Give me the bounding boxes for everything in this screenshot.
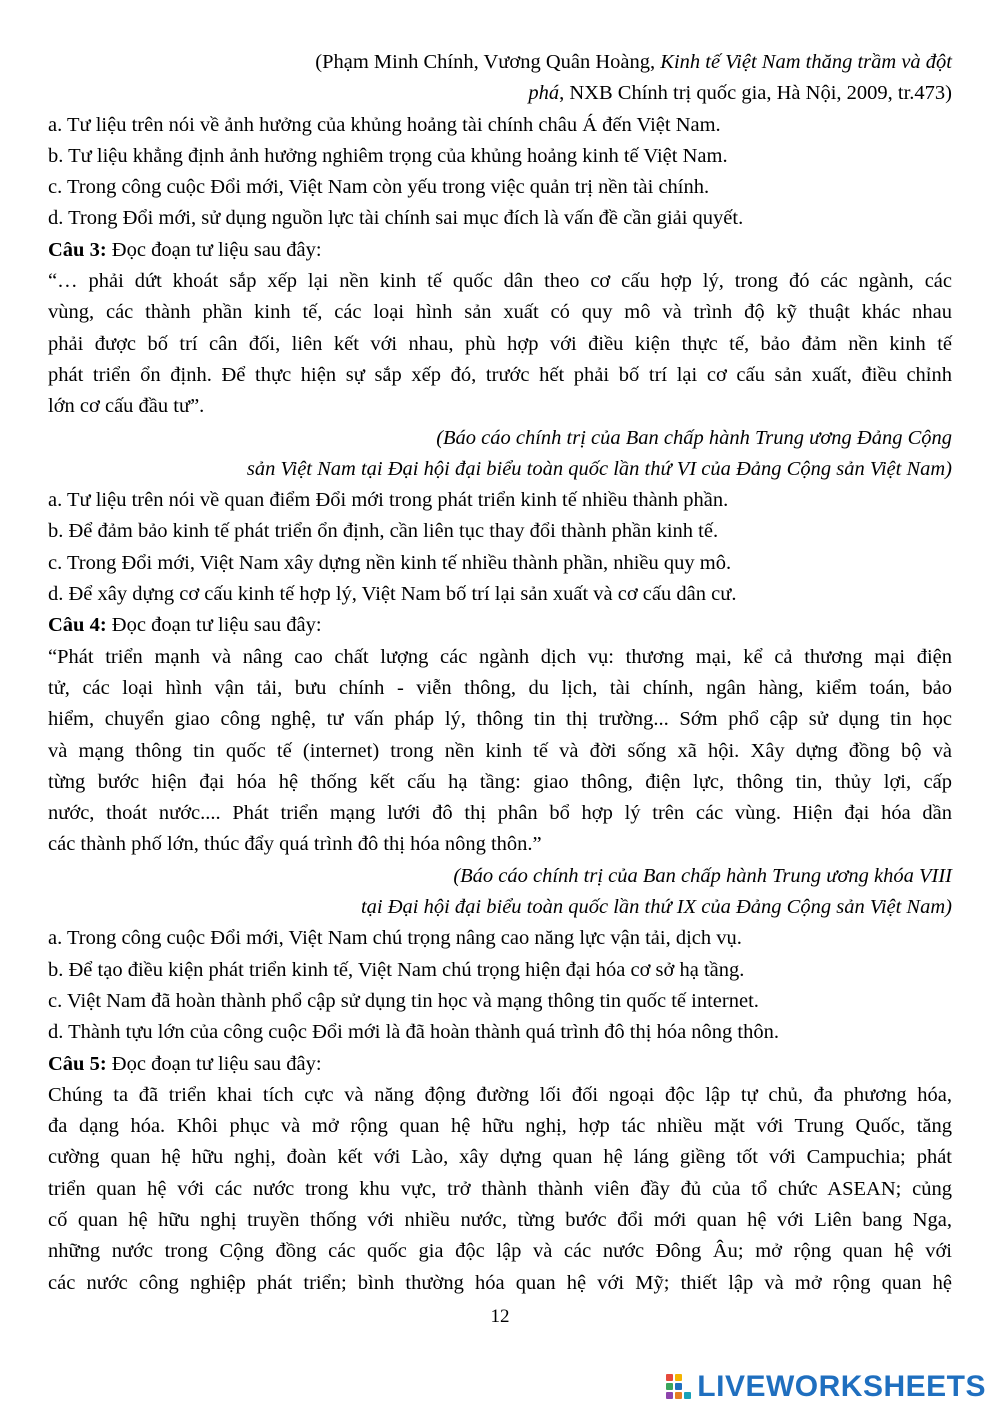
q4-option-d: d. Thành tựu lớn của công cuộc Đổi mới là đã hoàn thành quá trình đô thị hóa nông thôn. (48, 1021, 779, 1044)
document-page (48, 47, 952, 1299)
q5-passage-line-2: đa dạng hóa. Khôi phục và mở rộng quan hệ hữu nghị, hợp tác nhiều mặt với Trung Quốc, tăng (48, 1115, 952, 1138)
q4-passage-line-5: từng bước hiện đại hóa hệ thống kết cấu hạ tầng: giao thông, điện lực, thông tin, thủy lợi, cấp (48, 770, 952, 793)
citation-q2-line-2 (48, 78, 952, 109)
q4-label: Câu 4: (48, 614, 107, 637)
q3-option-c: c. Trong Đổi mới, Việt Nam xây dựng nền kinh tế nhiều thành phần, nhiều quy mô. (48, 551, 732, 574)
q4-heading (48, 610, 952, 641)
q3-prompt: Đọc đoạn tư liệu sau đây: (106, 238, 322, 261)
citation-authors: (Phạm Minh Chính, Vương Quân Hoàng, (315, 51, 661, 73)
q4-citation-line-1: (Báo cáo chính trị của Ban chấp hành Trung ương khóa VIII (453, 864, 952, 887)
q3-heading (48, 235, 952, 266)
q2-option-b: b. Tư liệu khẳng định ảnh hưởng nghiêm trọng của khủng hoảng kinh tế Việt Nam. (48, 144, 728, 167)
q4-passage-line-6: nước, thoát nước.... Phát triển mạng lưới đô thị phân bổ hợp lý trên các vùng. Hiện đại hóa dần (48, 802, 952, 825)
q4-prompt: Đọc đoạn tư liệu sau đây: (106, 614, 322, 637)
q3-passage-line-2: vùng, các thành phần kinh tế, các loại hình sản xuất có quy mô và trình độ kỹ thuật khác nhau (48, 301, 952, 324)
q4-citation-line-2: tại Đại hội đại biểu toàn quốc lần thứ IX của Đảng Cộng sản Việt Nam) (360, 896, 952, 919)
q5-heading (48, 1049, 952, 1080)
q3-passage-line-5: lớn cơ cấu đầu tư”. (48, 395, 205, 418)
q4-option-b: b. Để tạo điều kiện phát triển kinh tế, Việt Nam chú trọng hiện đại hóa cơ sở hạ tầng. (48, 958, 745, 981)
q3-option-d: d. Để xây dựng cơ cấu kinh tế hợp lý, Việt Nam bố trí lại sản xuất và cơ cấu dân cư. (48, 583, 737, 606)
q5-passage-line-6: những nước trong Cộng đồng các quốc gia độc lập và các nước Đông Âu; mở rộng quan hệ với (48, 1240, 952, 1263)
q5-passage-line-1: Chúng ta đã triển khai tích cực và năng động đường lối đối ngoại độc lập tự chủ, đa phương hóa, (48, 1083, 952, 1106)
q4-passage-line-1: “Phát triển mạnh và nâng cao chất lượng các ngành dịch vụ: thương mại, kể cả thương mại điện (48, 645, 952, 668)
q3-passage-line-3: phải được bố trí cân đối, liên kết với nhau, phù hợp với điều kiện thực tế, bảo đảm nền kinh tế (48, 332, 952, 355)
q3-passage-line-4: phát triển ổn định. Để thực hiện sự sắp xếp đó, trước hết phải bố trí lại cơ cấu sản xuất, điều chỉnh (48, 363, 952, 386)
q3-passage-line-1: “… phải dứt khoát sắp xếp lại nền kinh tế quốc dân theo cơ cấu hợp lý, trong đó các ngành, các (48, 270, 952, 293)
liveworksheets-brand (665, 1371, 986, 1403)
q4-passage-line-2: tử, các loại hình vận tải, bưu chính - viễn thông, du lịch, tài chính, ngân hàng, kiểm toán, bảo (48, 676, 952, 699)
q5-passage-line-5: cố quan hệ hữu nghị truyền thống với nhiều nước, từng bước đổi mới quan hệ với Liên bang Nga, (48, 1208, 952, 1231)
q4-passage-line-7: các thành phố lớn, thúc đẩy quá trình đô thị hóa nông thôn.” (48, 833, 542, 856)
q2-option-a: a. Tư liệu trên nói về ảnh hưởng của khủng hoảng tài chính châu Á đến Việt Nam. (48, 113, 721, 136)
q3-option-a: a. Tư liệu trên nói về quan điểm Đổi mới trong phát triển kinh tế nhiều thành phần. (48, 489, 729, 512)
citation-book-title-end: phá (528, 82, 560, 105)
q5-passage-line-7: các nước công nghiệp phát triển; bình thường hóa quan hệ với Mỹ; thiết lập và mở rộng quan hệ (48, 1271, 952, 1294)
q4-passage-line-3: hiểm, chuyển giao công nghệ, tư vấn pháp lý, thông tin thị trường... Sớm phổ cập sử dụng tin học (48, 708, 952, 731)
citation-q2-line-1 (48, 47, 952, 78)
q5-prompt: Đọc đoạn tư liệu sau đây: (106, 1052, 322, 1075)
q2-option-c: c. Trong công cuộc Đổi mới, Việt Nam còn yếu trong việc quản trị nền tài chính. (48, 176, 710, 199)
citation-publisher: , NXB Chính trị quốc gia, Hà Nội, 2009, tr.473) (559, 82, 952, 105)
q3-option-b: b. Để đảm bảo kinh tế phát triển ổn định, cần liên tục thay đổi thành phần kinh tế. (48, 520, 719, 543)
q4-option-c: c. Việt Nam đã hoàn thành phổ cập sử dụng tin học và mạng thông tin quốc tế internet. (48, 989, 759, 1012)
q2-option-d: d. Trong Đổi mới, sử dụng nguồn lực tài chính sai mục đích là vấn đề cần giải quyết. (48, 207, 744, 230)
q3-citation-line-1: (Báo cáo chính trị của Ban chấp hành Trung ương Đảng Cộng (436, 426, 952, 449)
citation-book-title: Kinh tế Việt Nam thăng trầm và đột (660, 51, 952, 73)
q3-label: Câu 3: (48, 238, 107, 261)
q4-option-a: a. Trong công cuộc Đổi mới, Việt Nam chú trọng nâng cao năng lực vận tải, dịch vụ. (48, 927, 742, 950)
q5-passage-line-4: triển quan hệ với các nước trong khu vực, trở thành thành viên đầy đủ của tổ chức ASEAN; củng (48, 1177, 952, 1200)
liveworksheets-logo-icon (665, 1373, 693, 1401)
liveworksheets-wordmark: LIVEWORKSHEETS (697, 1370, 986, 1403)
q3-citation-line-2: sản Việt Nam tại Đại hội đại biểu toàn quốc lần thứ VI của Đảng Cộng sản Việt Nam) (246, 457, 952, 480)
q5-label: Câu 5: (48, 1052, 107, 1075)
q5-passage-line-3: cường quan hệ hữu nghị, đoàn kết với Lào, xây dựng quan hệ láng giềng tốt với Campuchia; phát (48, 1146, 952, 1169)
page-number: 12 (490, 1306, 510, 1327)
q4-passage-line-4: và mạng thông tin quốc tế (internet) trong nền kinh tế và đời sống xã hội. Xây dựng đồng bộ và (48, 739, 952, 762)
